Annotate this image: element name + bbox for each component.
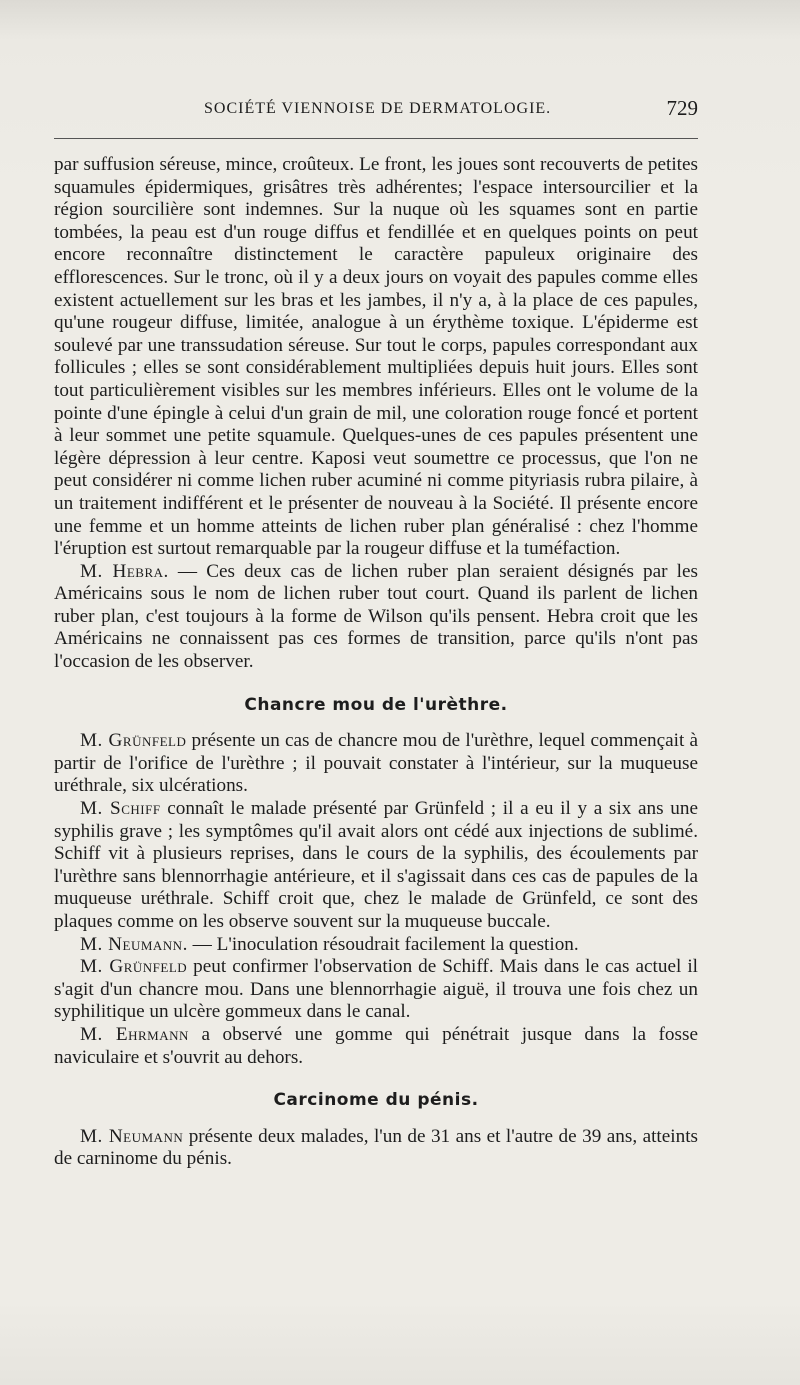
paragraph xyxy=(54,934,698,957)
section-heading: Chancre mou de l'urèthre. xyxy=(244,694,508,715)
running-title: SOCIÉTÉ VIENNOISE DE DERMATOLOGIE. xyxy=(204,100,552,117)
paragraph xyxy=(54,1024,698,1069)
paragraph-text: peut confirmer l'observation de Schiff. Mais dans le cas actuel il s'agit d'un chancre mou. Dans une blennorrhagie aiguë, il trouva une fois chez un syphilitique un ulcère gommeux dans le canal. xyxy=(54,956,698,1023)
page-header xyxy=(54,96,698,136)
speaker-name: M. Hebra. xyxy=(80,560,169,582)
speaker-name: M. Schiff xyxy=(80,798,161,820)
page-number: 729 xyxy=(666,96,698,120)
speaker-name: M. Grünfeld xyxy=(80,730,187,752)
paragraph xyxy=(54,1126,698,1171)
speaker-name: M. Grünfeld xyxy=(80,956,188,978)
header-rule xyxy=(54,138,698,139)
paragraph-text: a observé une gomme qui pénétrait jusque dans la fosse naviculaire et s'ouvrit au dehors. xyxy=(54,1023,698,1068)
speaker-name: M. Neumann xyxy=(80,1125,184,1147)
speaker-name: M. Neumann. xyxy=(80,933,188,955)
section-heading: Carcinome du pénis. xyxy=(273,1090,479,1111)
paragraph: par suffusion séreuse, mince, croûteux. Le front, les joues sont recouverts de petites squamules épidermiques, grisâtres très adhérentes; l'espace intersourcilier et la région sourcilière sont indemnes. Sur la nuque où les squames sont en partie tombées, la peau est d'un rouge diffus et fendillée et en quelques points on peut encore reconnaître distinctement le caractère papuleux originaire des efflorescences. Sur le tronc, où il y a deux jours on voyait des papules comme elles existent actuellement sur les bras et les jambes, il n'y a, à la place de ces papules, qu'une rougeur diffuse, limitée, analogue à un érythème toxique. L'épiderme est soulevé par une transsudation séreuse. Sur tout le corps, papules correspondant aux follicules ; elles se sont considérablement multipliées depuis huit jours. Elles sont tout particulièrement visibles sur les membres inférieurs. Elles ont le volume de la pointe d'une épingle à celui d'un grain de mil, une coloration rouge foncé et portent à leur sommet une petite squamule. Quelques-unes de ces papules présentent une légère dépression à leur centre. Kaposi veut soumettre ce processus, que l'on ne peut considérer ni comme lichen ruber acuminé ni comme pityriasis rubra pilaire, à un traitement indifférent et le présenter de nouveau à la Société. Il présente encore une femme et un homme atteints de lichen ruber plan généralisé : chez l'homme l'éruption est surtout remarquable par la rougeur diffuse et la tuméfaction. xyxy=(54,154,698,560)
body-text xyxy=(54,154,698,1171)
paragraph xyxy=(54,730,698,798)
paragraph xyxy=(54,798,698,934)
paragraph-text: présente deux malades, l'un de 31 ans et l'autre de 39 ans, atteints de carninome du pénis. xyxy=(54,1125,698,1170)
paragraph-text: présente un cas de chancre mou de l'urèthre, lequel commençait à partir de l'orifice de l'urèthre ; il pouvait constater à l'intérieur, sur la muqueuse uréthrale, six ulcérations. xyxy=(54,730,698,797)
paragraph-text: connaît le malade présenté par Grünfeld ; il a eu il y a six ans une syphilis grave ; les symptômes qu'il avait alors ont cédé aux injections de sublimé. Schiff vit à plusieurs reprises, dans le cours de la syphilis, des écoulements par l'urèthre sans blennorrhagie antérieure, et il s'agissait dans ces cas de papules de la muqueuse uréthrale. Schiff croit que, chez le malade de Grünfeld, ce sont des plaques comme on les observe souvent sur la muqueuse buccale. xyxy=(54,798,698,932)
paragraph-text: — L'inoculation résoudrait facilement la question. xyxy=(187,933,579,955)
paragraph xyxy=(54,561,698,674)
paragraph xyxy=(54,956,698,1024)
paragraph-text: — Ces deux cas de lichen ruber plan seraient désignés par les Américains sous le nom de lichen ruber tout court. Quand ils parlent de lichen ruber plan, c'est toujours à la forme de Wilson qu'ils pensent. Hebra croit que les Américains ne connaissent pas ces formes de transition, parce qu'ils n'ont pas l'occasion de les observer. xyxy=(54,560,698,673)
speaker-name: M. Ehrmann xyxy=(80,1023,189,1045)
